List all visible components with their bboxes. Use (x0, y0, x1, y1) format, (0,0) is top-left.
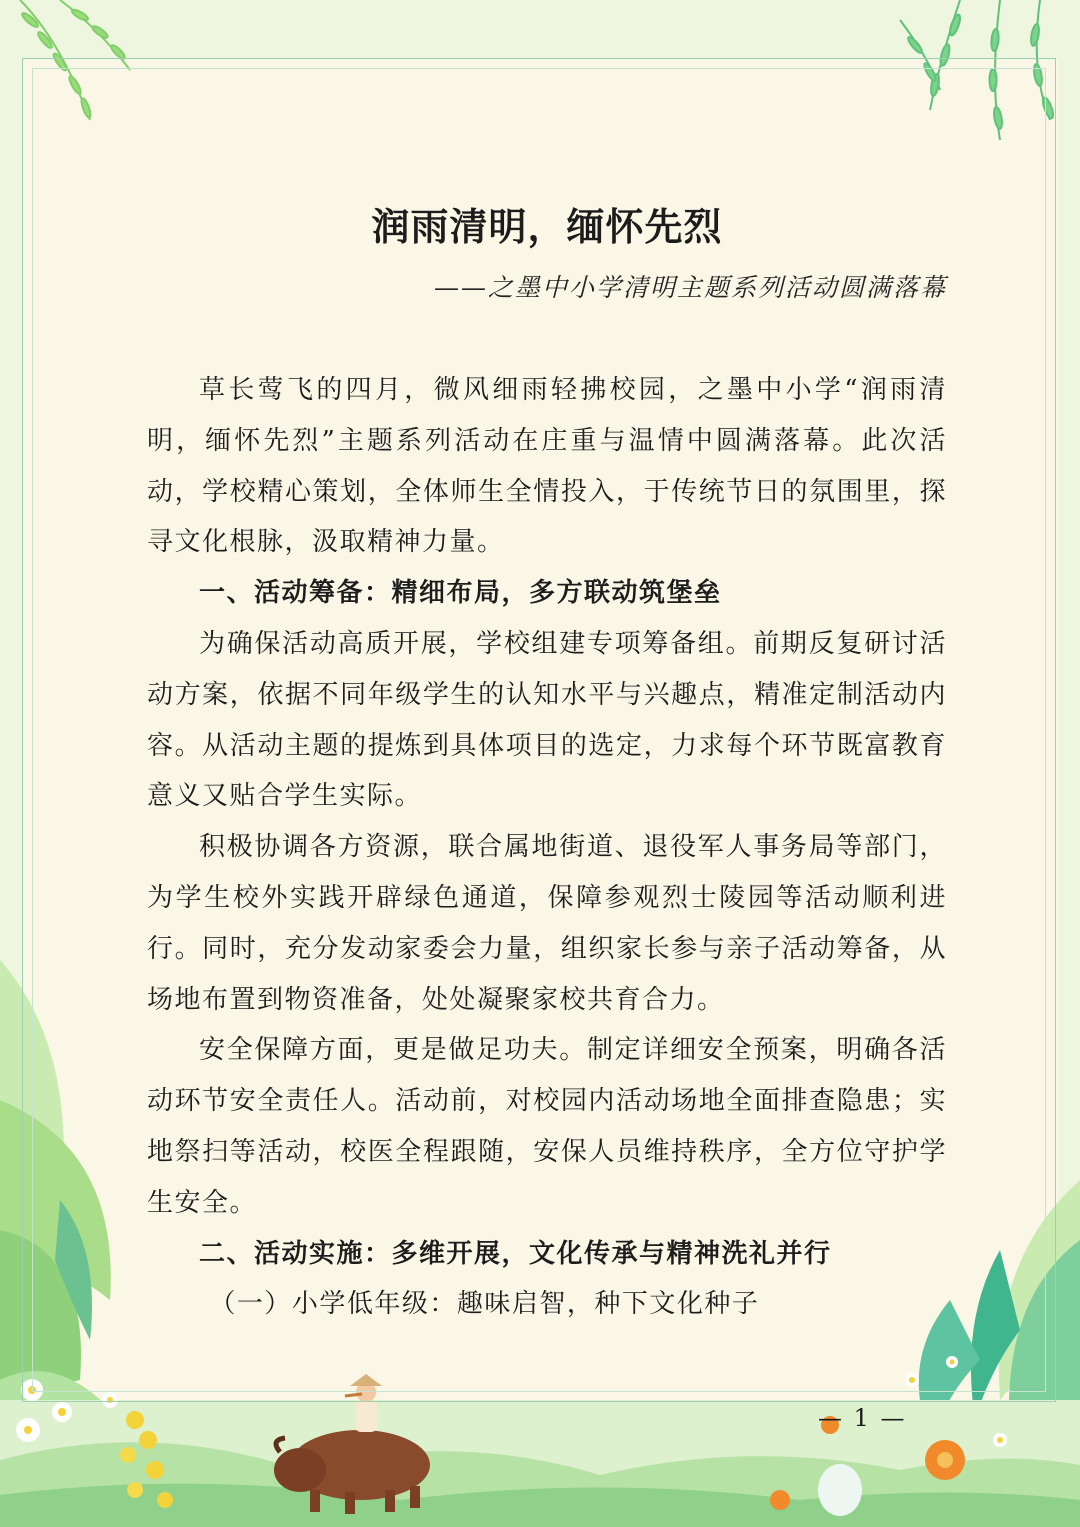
document-subtitle: ——之墨中小学清明主题系列活动圆满落幕 (433, 273, 947, 302)
paragraph-preparation: 为确保活动高质开展，学校组建专项筹备组。前期反复研讨活动方案，依据不同年级学生的认知水平与兴趣点，精准定制活动内容。从活动主题的提炼到具体项目的选定，力求每个环节既富教育意义又贴合学生实际。 (147, 628, 947, 812)
page-number: — 1 — (818, 1404, 907, 1432)
paragraph-safety: 安全保障方面，更是做足功夫。制定详细安全预案，明确各活动环节安全责任人。活动前，对校园内活动场地全面排查隐患；实地祭扫等活动，校医全程跟随，安保人员维持秩序，全方位守护学生安全。 (147, 1035, 947, 1218)
paragraph-resources: 积极协调各方资源，联合属地街道、退役军人事务局等部门，为学生校外实践开辟绿色通道，保障参观烈士陵园等活动顺利进行。同时，充分发动家委会力量，组织家长参与亲子活动筹备，从场地布置到物资准备，处处凝聚家校共育合力。 (147, 832, 947, 1015)
document-body (147, 365, 947, 1330)
document-title: 润雨清明，缅怀先烈 (371, 204, 723, 249)
paragraph-intro: 草长莺飞的四月，微风细雨轻拂校园，之墨中小学“润雨清明，缅怀先烈”主题系列活动在庄重与温情中圆满落幕。此次活动，学校精心策划，全体师生全情投入，于传统节日的氛围里，探寻文化根脉，汲取精神力量。 (147, 375, 947, 558)
subsection-heading-1: （一）小学低年级：趣味启智，种下文化种子 (209, 1289, 760, 1320)
section-heading-1: 一、活动筹备：精细布局，多方联动筑堡垒 (199, 578, 722, 609)
section-heading-2: 二、活动实施：多维开展，文化传承与精神洗礼并行 (199, 1238, 832, 1269)
